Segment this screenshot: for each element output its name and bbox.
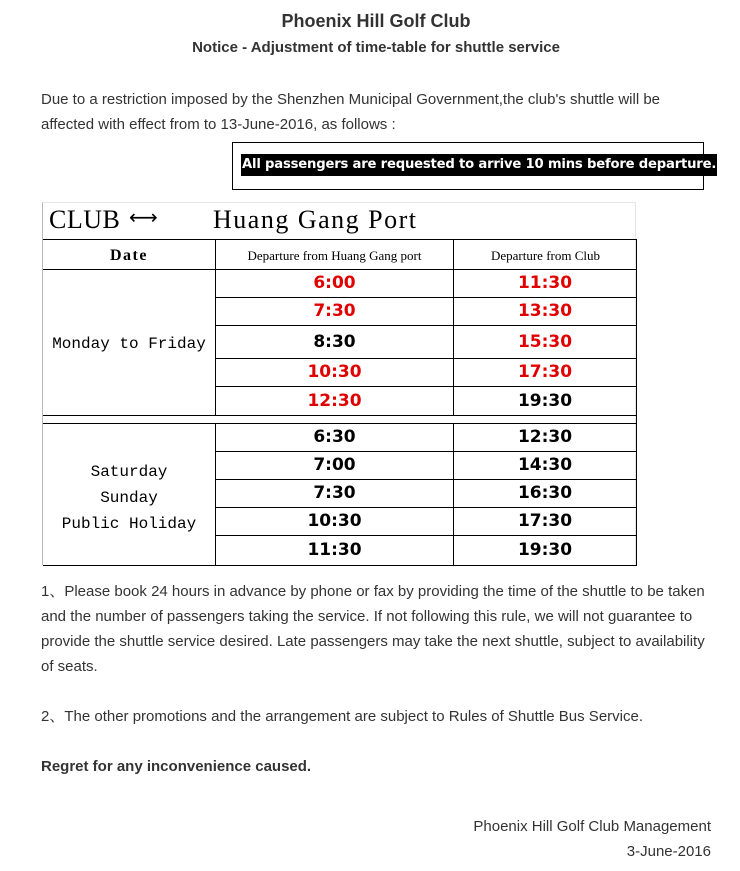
table-bottom-border [43, 565, 637, 566]
route-from: CLUB [49, 205, 121, 234]
weekday-club-departure-time: 13:30 [517, 301, 573, 321]
right-border [636, 239, 637, 566]
note-booking: 1、Please book 24 hours in advance by phone or fax by providing the time of the shuttle to be taken and the number of passengers taking the service. If not following this rule, we will not guarantee to provide the shuttle service desired. Late passengers may take the next shuttle, subject to availability of seats. [41, 583, 705, 675]
weekend-label-holiday: Public Holiday [61, 515, 197, 533]
shuttle-timetable [42, 202, 636, 565]
page-title: Phoenix Hill Golf Club [281, 11, 471, 31]
double-arrow-icon: ⟷ [129, 205, 158, 229]
weekday-club-departure-time: 15:30 [517, 332, 573, 352]
column-header-date: Date [110, 247, 148, 264]
signature-date: 3-June-2016 [626, 843, 711, 860]
weekend-port-departure-time: 7:00 [313, 455, 356, 475]
header-divider [43, 239, 637, 240]
closing-line: Regret for any inconvenience caused. [41, 758, 312, 775]
weekend-port-departure-time: 10:30 [307, 511, 362, 531]
weekend-port-departure-time: 11:30 [307, 540, 362, 560]
weekend-club-departure-time: 12:30 [517, 427, 573, 447]
weekend-label-saturday: Saturday [90, 463, 168, 481]
weekday-club-departure-time: 19:30 [517, 391, 573, 411]
weekday-club-departure-time: 11:30 [517, 273, 573, 293]
column-header-club: Departure from Club [490, 248, 601, 263]
intro-paragraph: Due to a restriction imposed by the Shenzhen Municipal Government,the club's shuttle will be affected with effect from to 13-June-2016, as follows : [41, 91, 661, 133]
weekday-port-departure-time: 7:30 [313, 301, 356, 321]
notice-text: All passengers are requested to arrive 10 mins before departure. [241, 154, 717, 176]
page-subtitle: Notice - Adjustment of time-table for shuttle service [192, 39, 560, 56]
note-rules: 2、The other promotions and the arrangement are subject to Rules of Shuttle Bus Service. [41, 708, 643, 725]
weekday-port-departure-time: 10:30 [307, 362, 362, 382]
weekday-label-line: Monday to Friday [52, 335, 206, 353]
weekend-port-departure-time: 7:30 [313, 483, 356, 503]
weekend-club-departure-time: 16:30 [517, 483, 573, 503]
route-to: Huang Gang Port [213, 205, 418, 234]
group-divider-top [43, 415, 637, 416]
route-header [43, 203, 637, 239]
column-header-port: Departure from Huang Gang port [247, 248, 422, 263]
weekend-club-departure-time: 17:30 [517, 511, 573, 531]
weekend-label [43, 459, 215, 537]
weekend-club-departure-time: 14:30 [517, 455, 573, 475]
weekend-club-departure-time: 19:30 [517, 540, 573, 560]
weekday-port-departure-time: 8:30 [313, 332, 356, 352]
weekday-club-departure-time: 17:30 [517, 362, 573, 382]
weekday-port-departure-time: 6:00 [313, 273, 356, 293]
weekend-label-sunday: Sunday [100, 489, 158, 507]
weekend-port-departure-time: 6:30 [313, 427, 356, 447]
signature-org: Phoenix Hill Golf Club Management [473, 818, 711, 835]
weekday-port-departure-time: 12:30 [307, 391, 362, 411]
notice-box [232, 142, 717, 190]
weekday-label [43, 335, 215, 353]
